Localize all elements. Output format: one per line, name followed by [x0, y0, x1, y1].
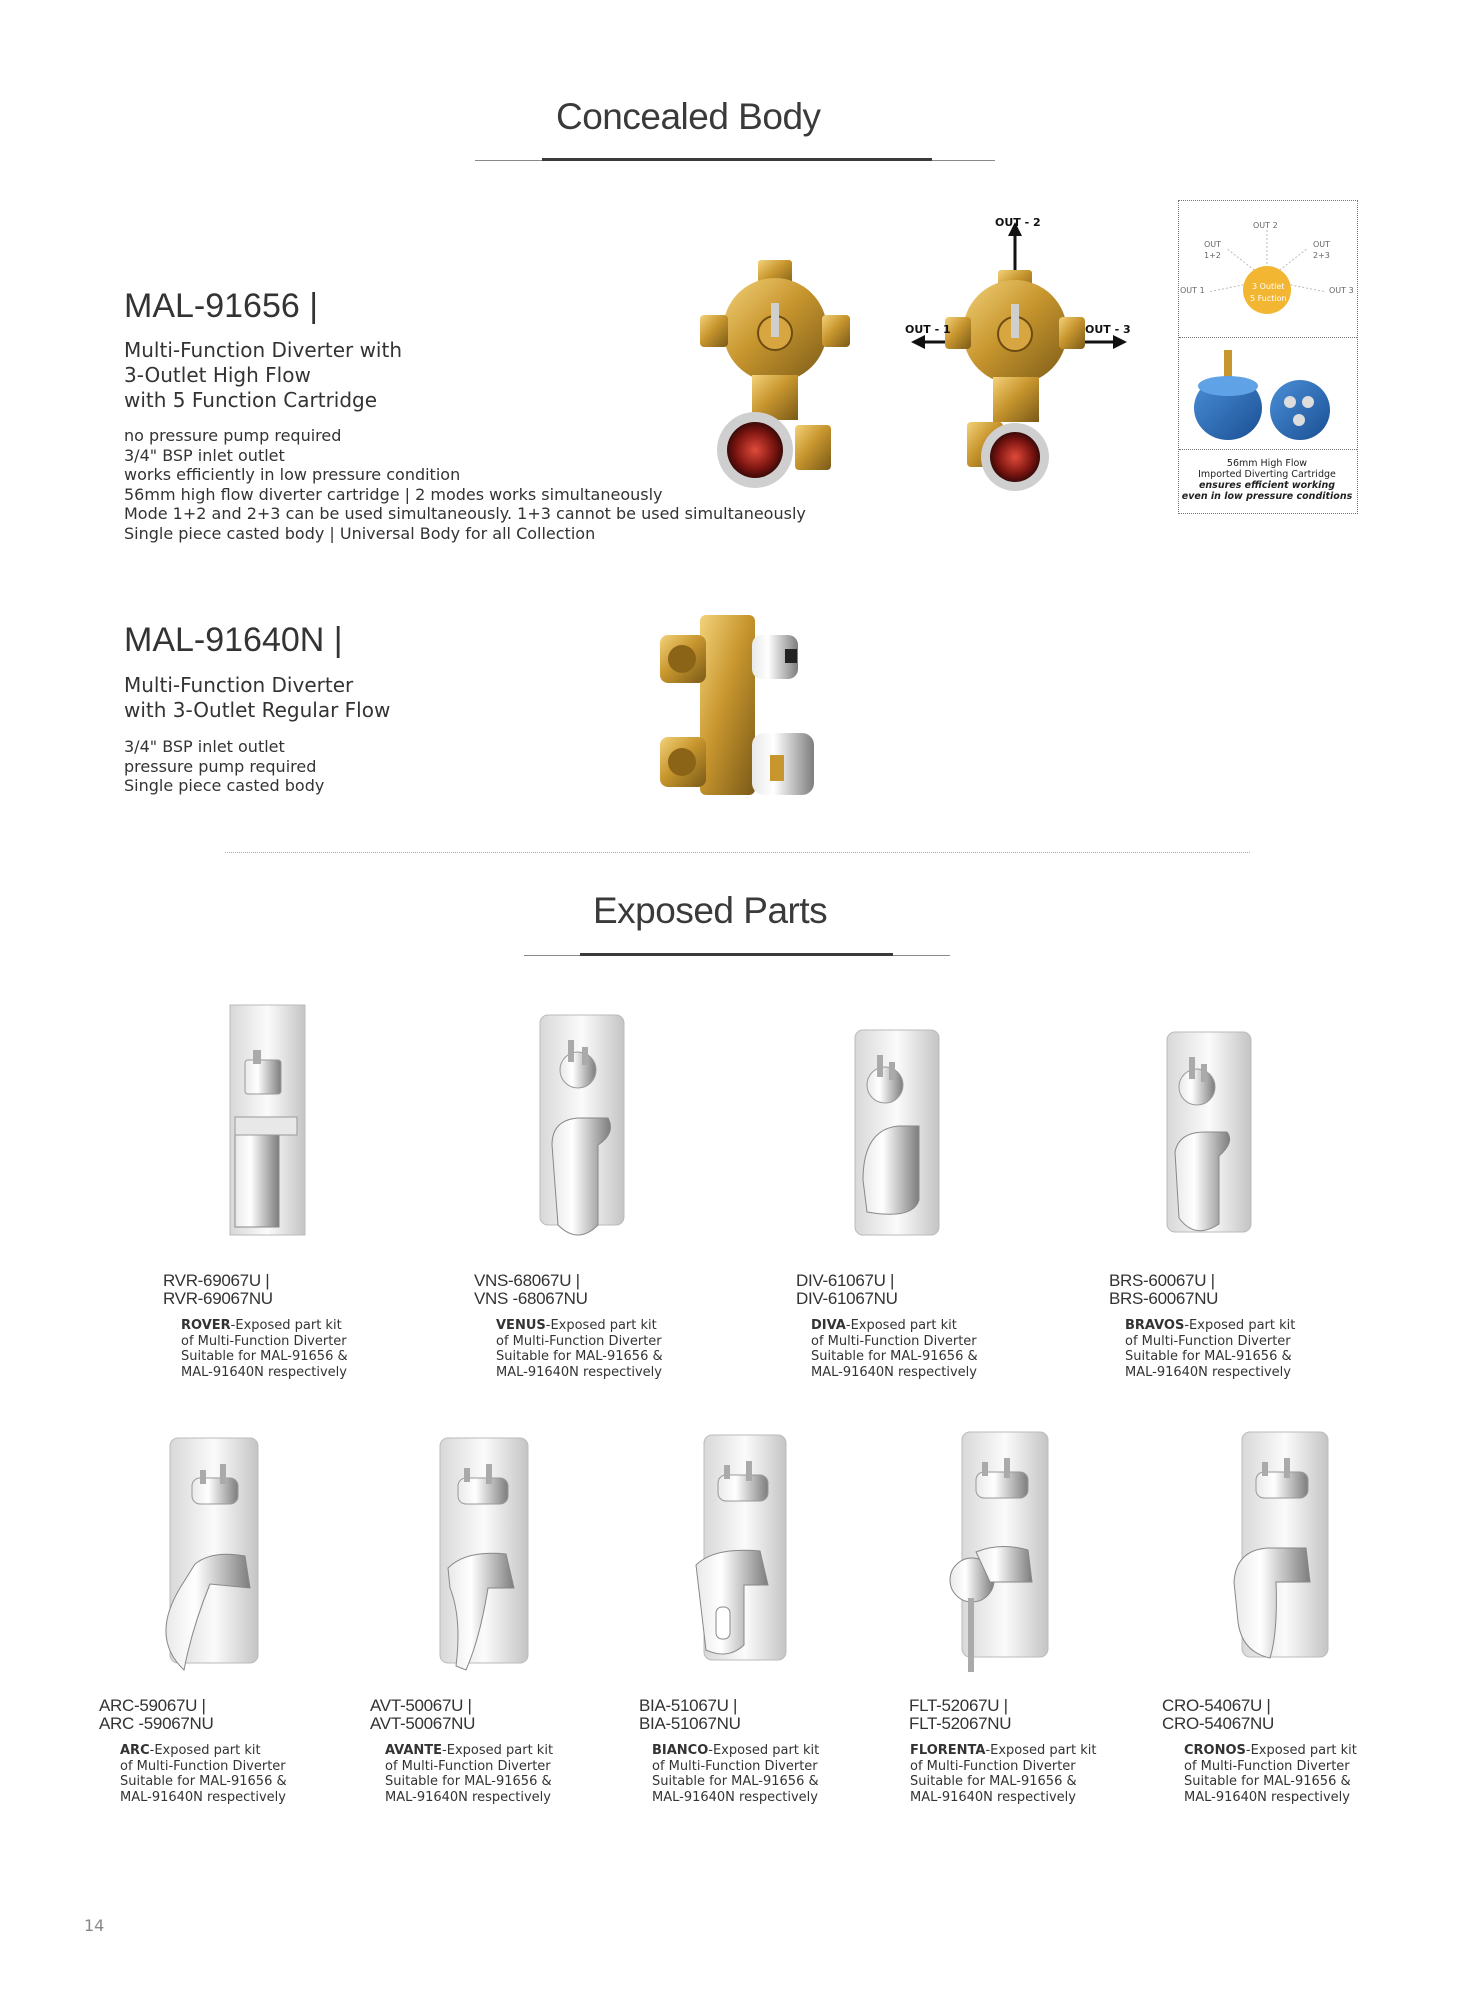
- item-code-primary: FLT-52067U |: [909, 1696, 1008, 1715]
- section-title-exposed: Exposed Parts: [593, 890, 828, 931]
- item-code-primary: BRS-60067U |: [1109, 1271, 1215, 1290]
- legend-out-1: OUT 1: [1180, 286, 1205, 295]
- item-code-primary: ARC-59067U |: [99, 1696, 206, 1715]
- product-subtitle-2: Multi-Function Diverter with 3-Outlet Regular Flow: [124, 673, 391, 722]
- outlet-label-out-2: OUT - 2: [995, 216, 1041, 229]
- exposed-item-florenta: FLT-52067U | FLT-52067NU FLORENTA-Exposed part kit of Multi-Function Diverter Suitable for MAL-91656 & MAL-91640N respectively: [909, 1696, 1097, 1805]
- legend-out23-b: 2+3: [1313, 251, 1330, 260]
- legend-out23-a: OUT: [1313, 240, 1331, 249]
- item-code-secondary: ARC -59067NU: [99, 1714, 214, 1733]
- venus-kit-image: [538, 1015, 628, 1245]
- legend-out-2: OUT 2: [1253, 221, 1278, 230]
- diverting-cartridge-image: [1178, 338, 1356, 448]
- florenta-kit-image: [940, 1432, 1050, 1672]
- section-title-concealed: Concealed Body: [556, 96, 821, 137]
- exposed-item-venus: VNS-68067U | VNS -68067NU VENUS-Exposed part kit of Multi-Function Diverter Suitable for MAL-91656 & MAL-91640N respectively: [474, 1271, 663, 1380]
- page-number: 14: [84, 1916, 105, 1935]
- item-code-secondary: RVR-69067NU: [163, 1289, 273, 1308]
- item-code-secondary: AVT-50067NU: [370, 1714, 476, 1733]
- exposed-item-avante: AVT-50067U | AVT-50067NU AVANTE-Exposed part kit of Multi-Function Diverter Suitable for MAL-91656 & MAL-91640N respectively: [370, 1696, 554, 1805]
- item-code-primary: DIV-61067U |: [796, 1271, 895, 1290]
- cronos-kit-image: [1222, 1432, 1332, 1664]
- item-code-secondary: CRO-54067NU: [1162, 1714, 1274, 1733]
- outlet-label-out-1: OUT - 1: [905, 323, 951, 336]
- item-code-primary: CRO-54067U |: [1162, 1696, 1271, 1715]
- product-subtitle-1: Multi-Function Diverter with 3-Outlet High Flow with 5 Function Cartridge: [124, 338, 403, 412]
- exposed-item-cronos: CRO-54067U | CRO-54067NU CRONOS-Exposed part kit of Multi-Function Diverter Suitable for MAL-91656 & MAL-91640N respectively: [1162, 1696, 1357, 1805]
- product-specs-1: no pressure pump required 3/4" BSP inlet outlet works efficiently in low pressure condition 56mm high flow diverter cartridge | 2 modes works simultaneously Mode 1+2 and 2+3 can be used simultaneously. 1+3 cannot be used simultaneously Single piece casted body | Universal Body for all Collection: [124, 426, 806, 543]
- arc-kit-image: [150, 1438, 260, 1670]
- item-code-secondary: DIV-61067NU: [796, 1289, 898, 1308]
- legend-center-b: 5 Fuction: [1250, 294, 1287, 303]
- legend-out12-b: 1+2: [1204, 251, 1221, 260]
- item-code-secondary: VNS -68067NU: [474, 1289, 588, 1308]
- diva-kit-image: [853, 1030, 943, 1240]
- exposed-item-bianco: BIA-51067U | BIA-51067NU BIANCO-Exposed part kit of Multi-Function Diverter Suitable for MAL-91656 & MAL-91640N respectively: [639, 1696, 820, 1805]
- item-code-primary: VNS-68067U |: [474, 1271, 580, 1290]
- bravos-kit-image: [1165, 1032, 1255, 1242]
- section-divider: [225, 852, 1250, 853]
- product-model-mal-91656: MAL-91656 |: [124, 287, 319, 325]
- outlet-label-out-3: OUT - 3: [1085, 323, 1131, 336]
- outlet-diagram-image: [905, 222, 1135, 502]
- legend-center-a: 3 Outlet: [1252, 282, 1285, 291]
- item-code-secondary: BIA-51067NU: [639, 1714, 741, 1733]
- item-code-primary: RVR-69067U |: [163, 1271, 270, 1290]
- legend-out-3: OUT 3: [1329, 286, 1354, 295]
- item-code-secondary: BRS-60067NU: [1109, 1289, 1219, 1308]
- exposed-underline-thick: [580, 953, 893, 956]
- legend-out12-a: OUT: [1204, 240, 1222, 249]
- item-code-secondary: FLT-52067NU: [909, 1714, 1012, 1733]
- regular-flow-body-image: [660, 605, 820, 800]
- avante-kit-image: [430, 1438, 530, 1670]
- exposed-item-rover: RVR-69067U | RVR-69067NU ROVER-Exposed part kit of Multi-Function Diverter Suitable for MAL-91656 & MAL-91640N respectively: [163, 1271, 348, 1380]
- exposed-item-arc: ARC-59067U | ARC -59067NU ARC-Exposed part kit of Multi-Function Diverter Suitable for MAL-91656 & MAL-91640N respectively: [99, 1696, 287, 1805]
- product-model-mal-91640n: MAL-91640N |: [124, 621, 343, 659]
- title-underline-thick: [542, 158, 932, 161]
- exposed-item-diva: DIV-61067U | DIV-61067NU DIVA-Exposed part kit of Multi-Function Diverter Suitable for MAL-91656 & MAL-91640N respectively: [796, 1271, 978, 1380]
- item-code-primary: AVT-50067U |: [370, 1696, 472, 1715]
- rover-kit-image: [225, 1005, 310, 1235]
- brass-diverter-body-image: [700, 255, 850, 500]
- product-specs-2: 3/4" BSP inlet outlet pressure pump required Single piece casted body: [124, 737, 325, 796]
- item-code-primary: BIA-51067U |: [639, 1696, 738, 1715]
- cartridge-caption: 56mm High Flow Imported Diverting Cartridge ensures efficient working even in low pressure conditions: [1181, 458, 1353, 502]
- exposed-item-bravos: BRS-60067U | BRS-60067NU BRAVOS-Exposed part kit of Multi-Function Diverter Suitable for MAL-91656 & MAL-91640N respectively: [1109, 1271, 1296, 1380]
- bianco-kit-image: [688, 1435, 788, 1667]
